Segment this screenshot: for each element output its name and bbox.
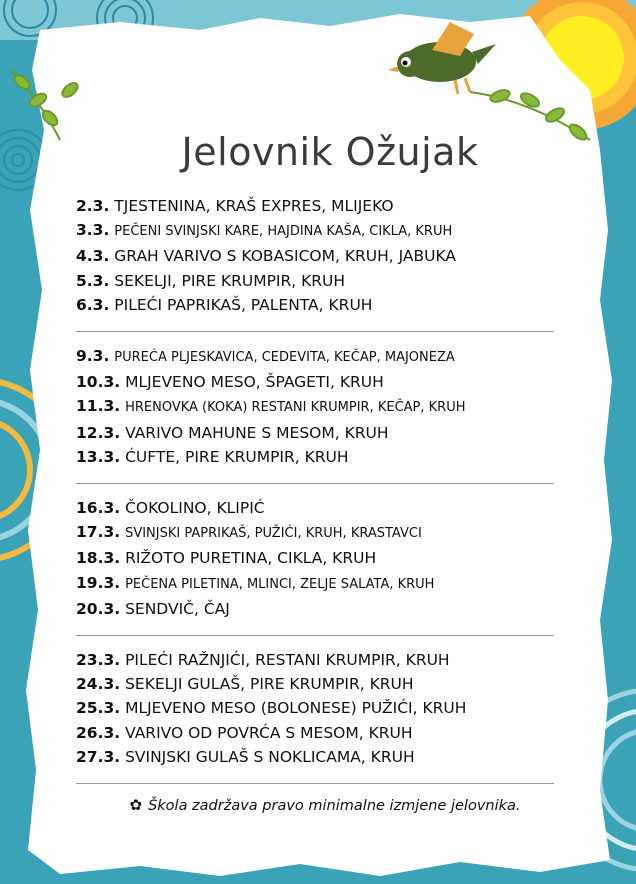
- week-divider: [76, 331, 554, 332]
- menu-meal: SEKELJI, PIRE KRUMPIR, KRUH: [114, 271, 346, 290]
- menu-row: [76, 421, 560, 445]
- menu-date: 5.3.: [76, 271, 110, 290]
- menu-date: 17.3.: [76, 523, 121, 542]
- week-divider: [76, 483, 554, 484]
- menu-meal: SVINJSKI GULAŠ S NOKLICAMA, KRUH: [125, 747, 415, 766]
- menu-date: 27.3.: [76, 747, 121, 766]
- menu-date: 11.3.: [76, 397, 121, 416]
- week-block: [76, 194, 560, 317]
- menu-date: 26.3.: [76, 723, 121, 742]
- menu-date: 2.3.: [76, 197, 110, 215]
- menu-meal: ČOKOLINO, KLIPIĆ: [125, 499, 265, 518]
- menu-meal: MLJEVENO MESO, ŠPAGETI, KRUH: [125, 373, 384, 392]
- menu-meal: VARIVO OD POVRĆA S MESOM, KRUH: [125, 723, 413, 742]
- menu-row: [76, 546, 560, 570]
- menu-date: 10.3.: [76, 373, 121, 392]
- menu-meal: PEČENI SVINJSKI KARE, HAJDINA KAŠA, CIKLA, KRUH: [114, 224, 453, 240]
- menu-row: [76, 496, 560, 520]
- menu-date: 24.3.: [76, 675, 121, 694]
- flower-icon: ✿: [129, 796, 143, 815]
- menu-meal: VARIVO MAHUNE S MESOM, KRUH: [125, 423, 389, 442]
- menu-row: [76, 370, 560, 394]
- menu-meal: SENDVIČ, ČAJ: [125, 599, 230, 618]
- disclaimer-note: [60, 796, 560, 814]
- menu-meal: HRENOVKA (KOKA) RESTANI KRUMPIR, KEČAP, KRUH: [125, 400, 466, 416]
- menu-meal: SEKELJI GULAŠ, PIRE KRUMPIR, KRUH: [125, 675, 414, 694]
- menu-date: 18.3.: [76, 549, 121, 568]
- menu-meal: RIŽOTO PURETINA, CIKLA, KRUH: [125, 549, 377, 568]
- menu-content: [60, 120, 560, 814]
- week-block: [76, 344, 560, 469]
- menu-row: [76, 696, 560, 720]
- menu-weeks: [60, 194, 560, 784]
- menu-meal: ĆUFTE, PIRE KRUMPIR, KRUH: [125, 447, 349, 466]
- menu-date: 13.3.: [76, 447, 121, 466]
- menu-row: [76, 394, 560, 420]
- menu-row: [76, 648, 560, 672]
- note-text: Škola zadržava pravo minimalne izmjene jelovnika.: [148, 798, 521, 815]
- week-block: [76, 496, 560, 621]
- menu-meal: PILEĆI PAPRIKAŠ, PALENTA, KRUH: [114, 295, 373, 314]
- menu-meal: PUREĆA PLJESKAVICA, CEDEVITA, KEČAP, MAJONEZA: [114, 350, 455, 366]
- menu-meal: PILEĆI RAŽNJIĆI, RESTANI KRUMPIR, KRUH: [125, 651, 450, 670]
- menu-row: [76, 745, 560, 769]
- menu-row: [76, 244, 560, 268]
- menu-row: [76, 269, 560, 293]
- menu-meal: GRAH VARIVO S KOBASICOM, KRUH, JABUKA: [114, 247, 456, 266]
- menu-meal: MLJEVENO MESO (BOLONESE) PUŽIĆI, KRUH: [125, 699, 467, 718]
- menu-row: [76, 194, 560, 218]
- menu-date: 23.3.: [76, 651, 121, 670]
- menu-row: [76, 520, 560, 546]
- menu-meal: SVINJSKI PAPRIKAŠ, PUŽIĆI, KRUH, KRASTAVCI: [125, 526, 422, 542]
- menu-row: [76, 672, 560, 696]
- week-divider: [76, 635, 554, 636]
- menu-row: [76, 597, 560, 621]
- week-block: [76, 648, 560, 769]
- menu-row: [76, 571, 560, 597]
- menu-row: [76, 218, 560, 244]
- menu-date: 25.3.: [76, 699, 121, 718]
- menu-date: 3.3.: [76, 221, 110, 240]
- menu-date: 6.3.: [76, 295, 110, 314]
- menu-date: 12.3.: [76, 423, 121, 442]
- menu-date: 19.3.: [76, 573, 121, 592]
- menu-meal: TJESTENINA, KRAŠ EXPRES, MLIJEKO: [114, 197, 394, 215]
- menu-date: 16.3.: [76, 499, 121, 518]
- menu-row: [76, 344, 560, 370]
- menu-row: [76, 721, 560, 745]
- menu-row: [76, 293, 560, 317]
- menu-meal: PEČENA PILETINA, MLINCI, ZELJE SALATA, KRUH: [125, 576, 435, 592]
- week-divider: [76, 783, 554, 784]
- page-title: Jelovnik Ožujak: [181, 130, 479, 174]
- menu-date: 20.3.: [76, 599, 121, 618]
- menu-date: 4.3.: [76, 247, 110, 266]
- menu-row: [76, 445, 560, 469]
- menu-date: 9.3.: [76, 347, 110, 366]
